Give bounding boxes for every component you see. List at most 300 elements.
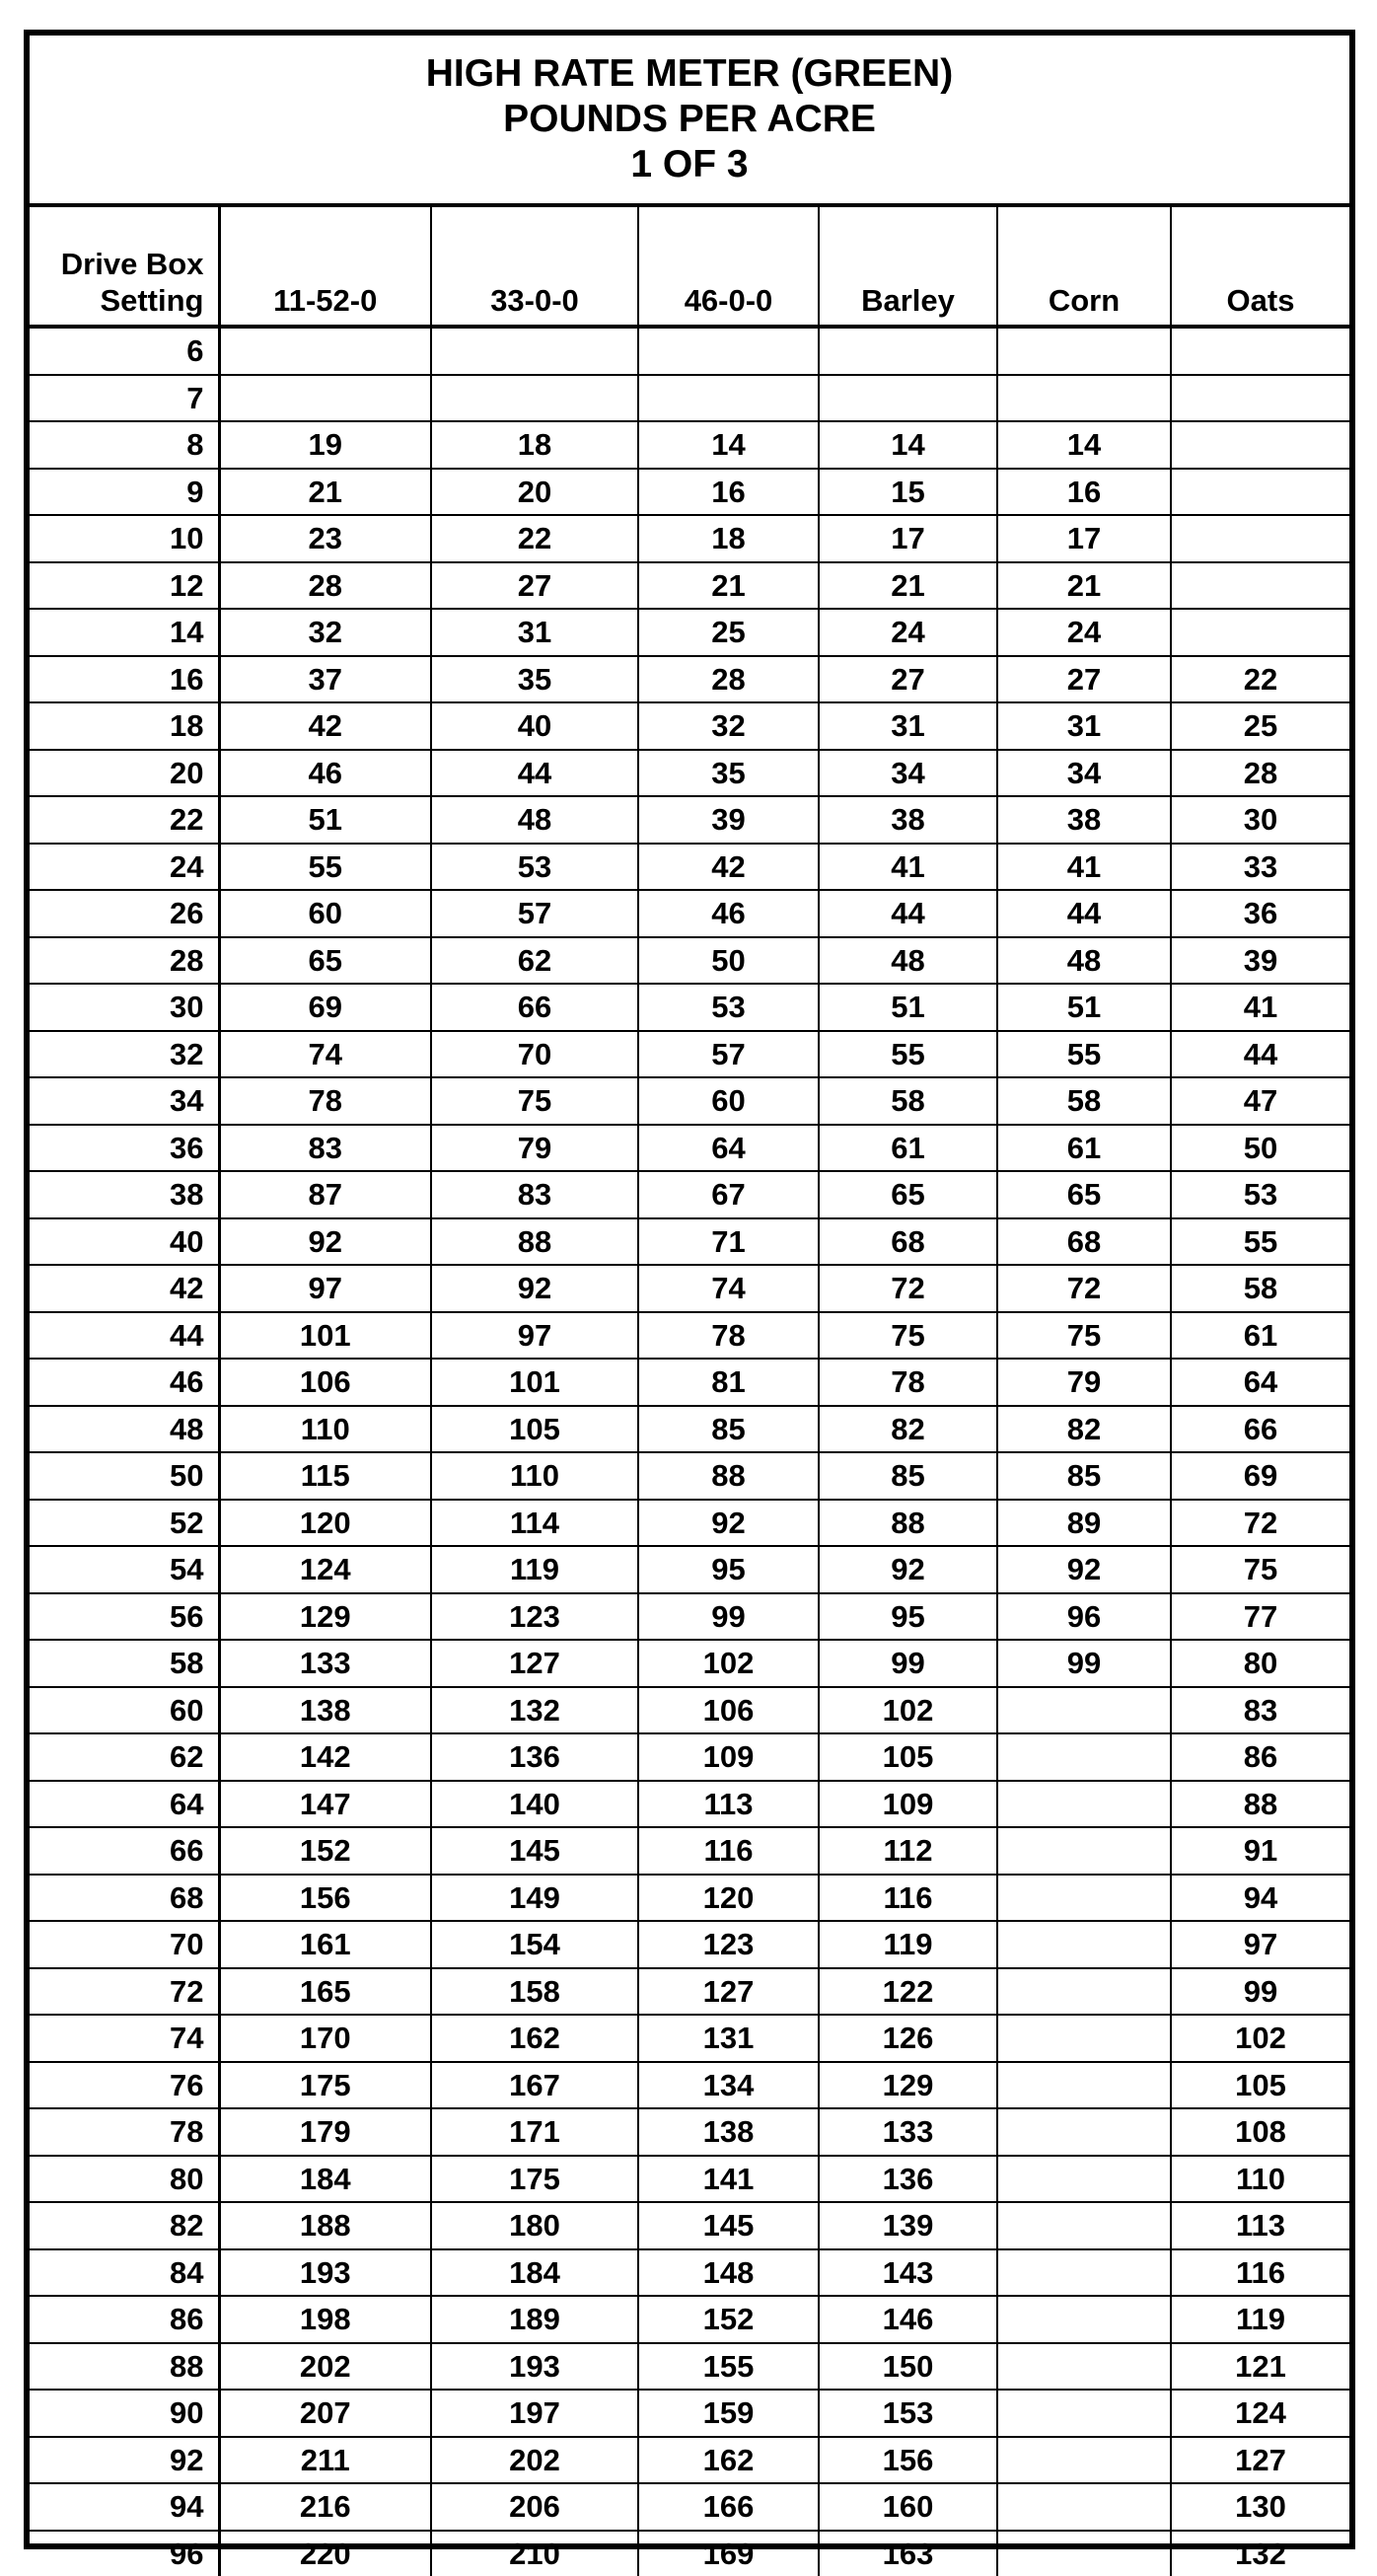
rate-cell: 75 — [819, 1312, 997, 1360]
rate-cell: 92 — [431, 1265, 638, 1312]
table-row — [30, 2483, 1349, 2531]
drive-box-setting-cell: 22 — [30, 796, 219, 844]
rate-cell: 57 — [638, 1031, 819, 1078]
rate-cell: 169 — [638, 2531, 819, 2576]
table-row — [30, 1546, 1349, 1593]
rate-cell: 110 — [431, 1452, 638, 1500]
rate-cell: 46 — [219, 750, 431, 797]
rate-cell: 57 — [431, 890, 638, 937]
rate-cell: 14 — [997, 421, 1171, 469]
rate-cell: 123 — [638, 1921, 819, 1968]
table-row — [30, 1452, 1349, 1500]
drive-box-setting-cell: 70 — [30, 1921, 219, 1968]
rate-cell: 202 — [431, 2437, 638, 2484]
rate-cell — [997, 2296, 1171, 2343]
rate-cell: 147 — [219, 1781, 431, 1828]
rate-cell: 150 — [819, 2343, 997, 2391]
rate-cell: 55 — [1171, 1218, 1349, 1266]
rate-cell: 124 — [1171, 2390, 1349, 2437]
rate-cell: 42 — [219, 702, 431, 750]
rate-cell: 140 — [431, 1781, 638, 1828]
rate-cell: 132 — [431, 1687, 638, 1734]
drive-box-setting-cell: 42 — [30, 1265, 219, 1312]
rate-cell: 75 — [1171, 1546, 1349, 1593]
rate-cell: 92 — [997, 1546, 1171, 1593]
drive-box-setting-cell: 58 — [30, 1640, 219, 1687]
rate-table — [30, 207, 1349, 2576]
title-line-3: 1 OF 3 — [630, 142, 748, 187]
rate-cell: 184 — [431, 2249, 638, 2297]
rate-cell: 21 — [219, 469, 431, 516]
table-row — [30, 469, 1349, 516]
rate-cell: 153 — [819, 2390, 997, 2437]
drive-box-setting-cell: 40 — [30, 1218, 219, 1266]
rate-cell: 17 — [997, 515, 1171, 562]
rate-cell — [1171, 375, 1349, 422]
table-row — [30, 1077, 1349, 1125]
rate-cell: 113 — [638, 1781, 819, 1828]
rate-cell: 77 — [1171, 1593, 1349, 1641]
rate-cell: 149 — [431, 1875, 638, 1922]
rate-cell: 51 — [219, 796, 431, 844]
column-header: Oats — [1171, 207, 1349, 327]
drive-box-setting-cell: 16 — [30, 656, 219, 703]
rate-cell — [1171, 327, 1349, 375]
rate-cell: 50 — [1171, 1125, 1349, 1172]
rate-cell: 161 — [219, 1921, 431, 1968]
rate-cell: 220 — [219, 2531, 431, 2576]
rate-cell — [997, 2015, 1171, 2062]
rate-cell: 88 — [1171, 1781, 1349, 1828]
rate-cell: 17 — [819, 515, 997, 562]
rate-cell: 146 — [819, 2296, 997, 2343]
rate-cell: 75 — [997, 1312, 1171, 1360]
drive-box-setting-cell: 86 — [30, 2296, 219, 2343]
table-row — [30, 2156, 1349, 2203]
drive-box-setting-cell: 9 — [30, 469, 219, 516]
rate-cell: 55 — [219, 844, 431, 891]
rate-cell: 130 — [1171, 2483, 1349, 2531]
rate-cell: 23 — [219, 515, 431, 562]
table-row — [30, 1968, 1349, 2016]
rate-cell: 193 — [431, 2343, 638, 2391]
rate-cell: 60 — [219, 890, 431, 937]
rate-cell: 37 — [219, 656, 431, 703]
rate-cell: 145 — [638, 2202, 819, 2249]
column-header: 46-0-0 — [638, 207, 819, 327]
rate-cell: 21 — [997, 562, 1171, 610]
rate-cell — [997, 1827, 1171, 1875]
rate-cell: 143 — [819, 2249, 997, 2297]
drive-box-setting-cell: 34 — [30, 1077, 219, 1125]
title-block — [30, 36, 1349, 207]
drive-box-setting-cell: 88 — [30, 2343, 219, 2391]
drive-box-setting-cell: 28 — [30, 937, 219, 985]
rate-cell: 120 — [638, 1875, 819, 1922]
table-row — [30, 1640, 1349, 1687]
rate-cell: 24 — [819, 609, 997, 656]
rate-cell: 27 — [431, 562, 638, 610]
drive-box-setting-cell: 36 — [30, 1125, 219, 1172]
rate-cell: 32 — [638, 702, 819, 750]
rate-cell: 123 — [431, 1593, 638, 1641]
drive-box-setting-cell: 56 — [30, 1593, 219, 1641]
table-row — [30, 515, 1349, 562]
rate-cell: 97 — [219, 1265, 431, 1312]
rate-cell: 35 — [638, 750, 819, 797]
rate-cell: 85 — [997, 1452, 1171, 1500]
rate-cell: 83 — [431, 1171, 638, 1218]
rate-cell — [997, 2108, 1171, 2156]
rate-cell: 101 — [219, 1312, 431, 1360]
table-row — [30, 2015, 1349, 2062]
rate-cell: 41 — [997, 844, 1171, 891]
table-row — [30, 2249, 1349, 2297]
rate-cell: 18 — [431, 421, 638, 469]
rate-cell: 119 — [819, 1921, 997, 1968]
rate-cell: 97 — [1171, 1921, 1349, 1968]
table-row — [30, 1171, 1349, 1218]
rate-cell — [638, 375, 819, 422]
title-line-1: HIGH RATE METER (GREEN) — [426, 51, 953, 97]
rate-cell: 156 — [219, 1875, 431, 1922]
table-row — [30, 327, 1349, 375]
rate-cell — [997, 327, 1171, 375]
drive-box-setting-cell: 44 — [30, 1312, 219, 1360]
rate-cell: 138 — [638, 2108, 819, 2156]
table-row — [30, 890, 1349, 937]
rate-cell: 44 — [431, 750, 638, 797]
table-row — [30, 796, 1349, 844]
rate-cell: 92 — [819, 1546, 997, 1593]
table-row — [30, 1781, 1349, 1828]
rate-cell: 155 — [638, 2343, 819, 2391]
drive-box-setting-cell: 92 — [30, 2437, 219, 2484]
drive-box-setting-cell: 84 — [30, 2249, 219, 2297]
column-header: 33-0-0 — [431, 207, 638, 327]
rate-cell — [997, 1687, 1171, 1734]
rate-cell: 38 — [819, 796, 997, 844]
rate-cell: 83 — [1171, 1687, 1349, 1734]
rate-cell — [1171, 562, 1349, 610]
rate-cell — [997, 1781, 1171, 1828]
rate-cell — [1171, 515, 1349, 562]
rate-cell: 162 — [638, 2437, 819, 2484]
rate-cell: 48 — [431, 796, 638, 844]
rate-cell: 116 — [1171, 2249, 1349, 2297]
rate-cell: 82 — [819, 1406, 997, 1453]
rate-cell — [997, 2249, 1171, 2297]
rate-cell: 31 — [819, 702, 997, 750]
table-row — [30, 984, 1349, 1031]
rate-cell: 44 — [997, 890, 1171, 937]
rate-cell: 165 — [219, 1968, 431, 2016]
rate-cell: 115 — [219, 1452, 431, 1500]
drive-box-setting-cell: 46 — [30, 1359, 219, 1406]
drive-box-setting-cell: 30 — [30, 984, 219, 1031]
rate-cell: 210 — [431, 2531, 638, 2576]
rate-cell: 67 — [638, 1171, 819, 1218]
table-row — [30, 702, 1349, 750]
rate-cell: 58 — [819, 1077, 997, 1125]
table-row — [30, 1125, 1349, 1172]
rate-cell: 142 — [219, 1733, 431, 1781]
rate-cell — [997, 2437, 1171, 2484]
rate-cell — [997, 1733, 1171, 1781]
rate-cell: 16 — [638, 469, 819, 516]
rate-cell: 38 — [997, 796, 1171, 844]
rate-cell: 119 — [1171, 2296, 1349, 2343]
rate-cell: 179 — [219, 2108, 431, 2156]
rate-cell: 109 — [638, 1733, 819, 1781]
rate-cell: 120 — [219, 1500, 431, 1547]
table-row — [30, 1733, 1349, 1781]
rate-cell: 55 — [997, 1031, 1171, 1078]
rate-cell: 35 — [431, 656, 638, 703]
rate-cell: 61 — [1171, 1312, 1349, 1360]
rate-cell: 58 — [1171, 1265, 1349, 1312]
rate-cell: 81 — [638, 1359, 819, 1406]
table-row — [30, 1406, 1349, 1453]
rate-cell: 78 — [819, 1359, 997, 1406]
rate-cell: 65 — [997, 1171, 1171, 1218]
table-row — [30, 1500, 1349, 1547]
column-header: Barley — [819, 207, 997, 327]
drive-box-setting-cell: 74 — [30, 2015, 219, 2062]
rate-cell: 160 — [819, 2483, 997, 2531]
rate-cell: 42 — [638, 844, 819, 891]
rate-cell: 189 — [431, 2296, 638, 2343]
table-row — [30, 844, 1349, 891]
drive-box-setting-cell: 7 — [30, 375, 219, 422]
rate-cell: 16 — [997, 469, 1171, 516]
column-header: 11-52-0 — [219, 207, 431, 327]
rate-cell — [1171, 469, 1349, 516]
table-row — [30, 562, 1349, 610]
rate-cell: 126 — [819, 2015, 997, 2062]
rate-chart-sheet — [24, 30, 1355, 2549]
drive-box-setting-cell: 68 — [30, 1875, 219, 1922]
header-row — [30, 207, 1349, 327]
rate-cell: 101 — [431, 1359, 638, 1406]
rate-cell: 94 — [1171, 1875, 1349, 1922]
rate-cell: 60 — [638, 1077, 819, 1125]
rate-cell: 48 — [819, 937, 997, 985]
rate-cell: 134 — [638, 2062, 819, 2109]
rate-cell: 88 — [638, 1452, 819, 1500]
rate-cell: 102 — [638, 1640, 819, 1687]
rate-cell: 68 — [997, 1218, 1171, 1266]
rate-cell: 109 — [819, 1781, 997, 1828]
rate-cell — [997, 2483, 1171, 2531]
rate-cell: 28 — [1171, 750, 1349, 797]
rate-cell: 113 — [1171, 2202, 1349, 2249]
drive-box-setting-cell: 38 — [30, 1171, 219, 1218]
drive-box-setting-cell: 62 — [30, 1733, 219, 1781]
table-row — [30, 421, 1349, 469]
rate-cell: 207 — [219, 2390, 431, 2437]
table-row — [30, 2202, 1349, 2249]
rate-cell: 28 — [219, 562, 431, 610]
rate-cell: 175 — [219, 2062, 431, 2109]
rate-cell: 170 — [219, 2015, 431, 2062]
rate-cell: 72 — [1171, 1500, 1349, 1547]
rate-cell — [1171, 609, 1349, 656]
table-row — [30, 656, 1349, 703]
rate-cell: 72 — [997, 1265, 1171, 1312]
table-row — [30, 2343, 1349, 2391]
rate-cell — [997, 2202, 1171, 2249]
rate-cell: 138 — [219, 1687, 431, 1734]
rate-cell: 46 — [638, 890, 819, 937]
rate-cell: 148 — [638, 2249, 819, 2297]
setting-header-line-2: Setting — [30, 282, 204, 319]
rate-cell: 82 — [997, 1406, 1171, 1453]
rate-cell: 28 — [638, 656, 819, 703]
rate-cell: 69 — [219, 984, 431, 1031]
rate-cell: 62 — [431, 937, 638, 985]
rate-cell: 22 — [431, 515, 638, 562]
rate-cell: 15 — [819, 469, 997, 516]
rate-cell: 105 — [1171, 2062, 1349, 2109]
rate-cell: 69 — [1171, 1452, 1349, 1500]
drive-box-setting-cell: 26 — [30, 890, 219, 937]
rate-cell: 40 — [431, 702, 638, 750]
rate-cell — [431, 375, 638, 422]
rate-cell: 34 — [819, 750, 997, 797]
rate-cell: 216 — [219, 2483, 431, 2531]
drive-box-setting-cell: 64 — [30, 1781, 219, 1828]
rate-cell: 74 — [638, 1265, 819, 1312]
rate-cell: 18 — [638, 515, 819, 562]
rate-cell: 72 — [819, 1265, 997, 1312]
rate-cell — [997, 1875, 1171, 1922]
drive-box-setting-cell: 20 — [30, 750, 219, 797]
rate-cell: 99 — [997, 1640, 1171, 1687]
rate-cell: 116 — [819, 1875, 997, 1922]
rate-cell: 51 — [997, 984, 1171, 1031]
rate-cell: 96 — [997, 1593, 1171, 1641]
rate-cell: 211 — [219, 2437, 431, 2484]
drive-box-setting-cell: 14 — [30, 609, 219, 656]
rate-cell: 74 — [219, 1031, 431, 1078]
rate-cell: 145 — [431, 1827, 638, 1875]
rate-cell: 136 — [819, 2156, 997, 2203]
table-row — [30, 2108, 1349, 2156]
rate-cell: 124 — [219, 1546, 431, 1593]
rate-cell: 61 — [997, 1125, 1171, 1172]
rate-cell: 193 — [219, 2249, 431, 2297]
rate-cell: 22 — [1171, 656, 1349, 703]
table-row — [30, 2437, 1349, 2484]
drive-box-setting-cell: 76 — [30, 2062, 219, 2109]
drive-box-setting-cell: 54 — [30, 1546, 219, 1593]
rate-cell: 175 — [431, 2156, 638, 2203]
rate-cell: 131 — [638, 2015, 819, 2062]
rate-cell: 14 — [819, 421, 997, 469]
table-row — [30, 1593, 1349, 1641]
rate-cell: 95 — [638, 1546, 819, 1593]
rate-cell: 32 — [219, 609, 431, 656]
rate-cell: 44 — [819, 890, 997, 937]
rate-cell — [1171, 421, 1349, 469]
rate-cell: 97 — [431, 1312, 638, 1360]
rate-cell: 95 — [819, 1593, 997, 1641]
rate-cell: 127 — [1171, 2437, 1349, 2484]
rate-cell — [219, 375, 431, 422]
drive-box-setting-cell: 90 — [30, 2390, 219, 2437]
rate-cell: 99 — [819, 1640, 997, 1687]
rate-cell: 21 — [819, 562, 997, 610]
table-row — [30, 1875, 1349, 1922]
drive-box-setting-cell: 80 — [30, 2156, 219, 2203]
rate-cell: 202 — [219, 2343, 431, 2391]
rate-cell: 78 — [638, 1312, 819, 1360]
rate-cell: 55 — [819, 1031, 997, 1078]
drive-box-setting-cell: 72 — [30, 1968, 219, 2016]
rate-cell — [997, 1921, 1171, 1968]
rate-cell — [997, 2156, 1171, 2203]
table-row — [30, 2062, 1349, 2109]
rate-cell — [819, 327, 997, 375]
table-row — [30, 750, 1349, 797]
rate-cell: 39 — [638, 796, 819, 844]
rate-cell: 102 — [1171, 2015, 1349, 2062]
rate-cell: 198 — [219, 2296, 431, 2343]
drive-box-setting-cell: 94 — [30, 2483, 219, 2531]
rate-cell: 119 — [431, 1546, 638, 1593]
rate-cell: 110 — [1171, 2156, 1349, 2203]
rate-cell: 116 — [638, 1827, 819, 1875]
rate-cell: 163 — [819, 2531, 997, 2576]
rate-cell: 31 — [997, 702, 1171, 750]
rate-cell: 50 — [638, 937, 819, 985]
rate-cell: 71 — [638, 1218, 819, 1266]
rate-cell: 167 — [431, 2062, 638, 2109]
rate-cell: 108 — [1171, 2108, 1349, 2156]
rate-cell: 27 — [997, 656, 1171, 703]
rate-cell: 162 — [431, 2015, 638, 2062]
rate-cell: 68 — [819, 1218, 997, 1266]
drive-box-setting-cell: 52 — [30, 1500, 219, 1547]
rate-cell: 30 — [1171, 796, 1349, 844]
table-row — [30, 937, 1349, 985]
table-row — [30, 609, 1349, 656]
rate-cell — [219, 327, 431, 375]
rate-cell: 127 — [638, 1968, 819, 2016]
title-line-2: POUNDS PER ACRE — [503, 97, 876, 142]
table-row — [30, 375, 1349, 422]
rate-cell: 197 — [431, 2390, 638, 2437]
rate-cell: 106 — [219, 1359, 431, 1406]
rate-cell: 184 — [219, 2156, 431, 2203]
rate-cell: 53 — [638, 984, 819, 1031]
drive-box-setting-cell: 96 — [30, 2531, 219, 2576]
rate-cell: 159 — [638, 2390, 819, 2437]
drive-box-setting-cell: 82 — [30, 2202, 219, 2249]
rate-cell: 39 — [1171, 937, 1349, 985]
rate-cell: 206 — [431, 2483, 638, 2531]
rate-cell — [638, 327, 819, 375]
table-row — [30, 1312, 1349, 1360]
rate-cell: 133 — [219, 1640, 431, 1687]
rate-cell: 114 — [431, 1500, 638, 1547]
drive-box-setting-cell: 8 — [30, 421, 219, 469]
rate-cell: 53 — [431, 844, 638, 891]
rate-cell: 89 — [997, 1500, 1171, 1547]
rate-cell: 21 — [638, 562, 819, 610]
rate-cell: 139 — [819, 2202, 997, 2249]
